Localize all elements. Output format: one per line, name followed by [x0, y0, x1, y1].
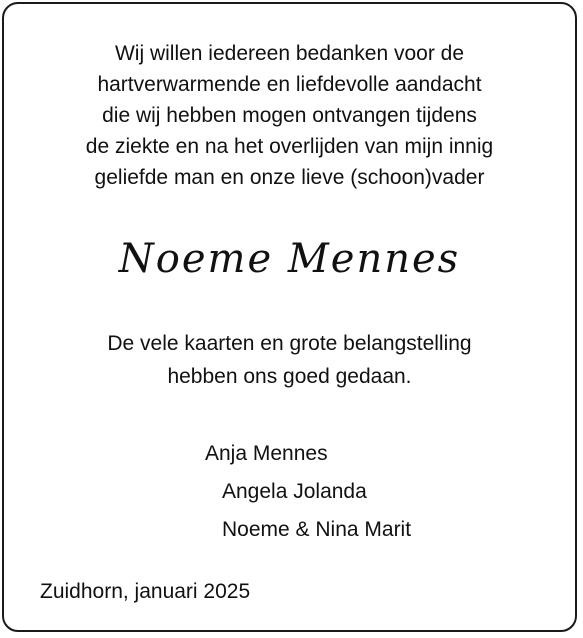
intro-line: geliefde man en onze lieve (schoon)vader [94, 166, 485, 189]
signer-name: Angela Jolanda [222, 480, 367, 503]
thanks-line: De vele kaarten en grote belangstelling [107, 332, 472, 355]
intro-line: die wij hebben mogen ontvangen tijdens [102, 104, 477, 127]
deceased-name: Noeme Mennes [118, 236, 461, 282]
intro-line: Wij willen iedereen bedanken voor de [114, 42, 465, 65]
thanks-text [4, 327, 575, 393]
place-date: Zuidhorn, januari 2025 [40, 580, 251, 603]
signer-name: Anja Mennes [205, 442, 328, 465]
signers-list [205, 435, 411, 549]
intro-line: hartverwarmende en liefdevolle aandacht [97, 73, 482, 96]
intro-line: de ziekte en na het overlijden van mijn innig [85, 135, 494, 158]
signer-name: Noeme & Nina Marit [222, 518, 412, 541]
intro-text [4, 38, 575, 193]
announcement-card [2, 2, 577, 632]
thanks-line: hebben ons goed gedaan. [167, 365, 412, 388]
